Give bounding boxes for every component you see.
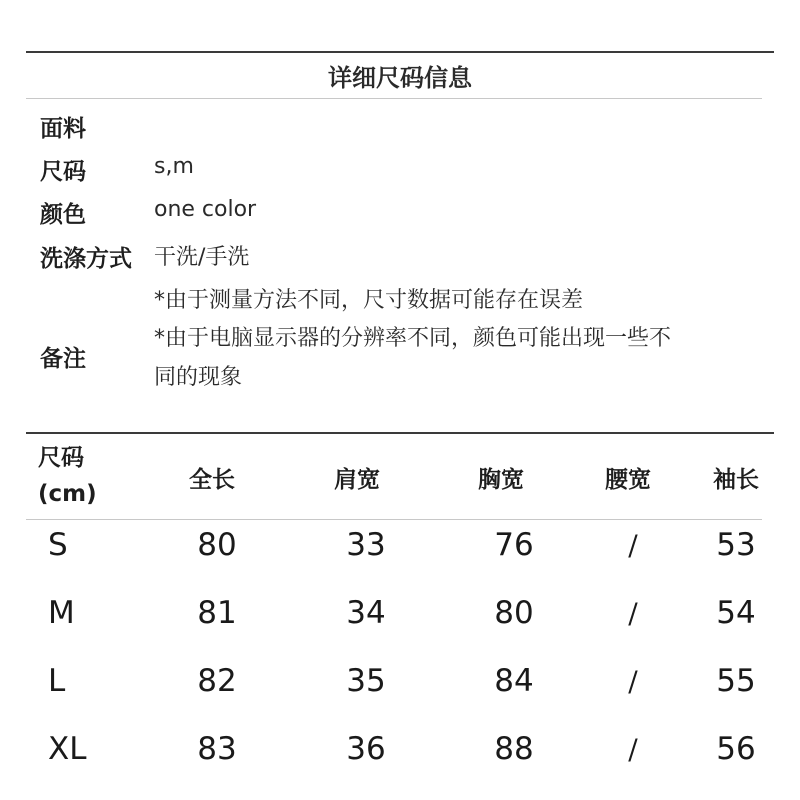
- size-label: 尺码: [40, 159, 86, 185]
- wash-label: 洗涤方式: [40, 246, 132, 272]
- color-value: one color: [154, 197, 257, 222]
- note-line: *由于测量方法不同，尺寸数据可能存在误差: [154, 288, 584, 313]
- waist-cell: /: [628, 733, 638, 766]
- chest-cell: 76: [494, 527, 534, 563]
- size-cell: M: [48, 595, 75, 631]
- shoulder-cell: 35: [346, 663, 386, 699]
- size-cell: XL: [48, 731, 87, 767]
- column-header-sleeve: 袖长: [713, 467, 759, 493]
- chest-cell: 88: [494, 731, 534, 767]
- header-divider: [26, 519, 762, 520]
- length-cell: 82: [197, 663, 237, 699]
- size-header-unit: (cm): [38, 481, 97, 507]
- title-divider: [26, 98, 762, 99]
- table-top-rule: [26, 432, 774, 434]
- chest-cell: 80: [494, 595, 534, 631]
- shoulder-cell: 36: [346, 731, 386, 767]
- column-header-chest: 胸宽: [478, 467, 524, 493]
- waist-cell: /: [628, 597, 638, 630]
- shoulder-cell: 34: [346, 595, 386, 631]
- color-label: 颜色: [40, 202, 86, 228]
- waist-cell: /: [628, 665, 638, 698]
- fabric-label: 面料: [40, 116, 86, 142]
- note-line: *由于电脑显示器的分辨率不同，颜色可能出现一些不: [154, 326, 672, 351]
- sleeve-cell: 56: [716, 731, 756, 767]
- top-rule: [26, 51, 774, 53]
- sleeve-cell: 53: [716, 527, 756, 563]
- size-cell: S: [48, 527, 68, 563]
- wash-value: 干洗/手洗: [154, 245, 250, 270]
- length-cell: 83: [197, 731, 237, 767]
- size-header-text: 尺码: [38, 445, 84, 471]
- size-cell: L: [48, 663, 66, 699]
- length-cell: 80: [197, 527, 237, 563]
- chest-cell: 84: [494, 663, 534, 699]
- column-header-length: 全长: [189, 467, 235, 493]
- notes-label: 备注: [40, 346, 86, 372]
- sleeve-cell: 54: [716, 595, 756, 631]
- column-header-shoulder: 肩宽: [334, 467, 380, 493]
- size-value: s,m: [154, 154, 194, 179]
- note-line: 同的现象: [154, 365, 243, 390]
- column-header-waist: 腰宽: [605, 467, 651, 493]
- shoulder-cell: 33: [346, 527, 386, 563]
- sleeve-cell: 55: [716, 663, 756, 699]
- page-title: 详细尺码信息: [328, 64, 472, 92]
- waist-cell: /: [628, 529, 638, 562]
- length-cell: 81: [197, 595, 237, 631]
- size-column-header: [38, 440, 97, 512]
